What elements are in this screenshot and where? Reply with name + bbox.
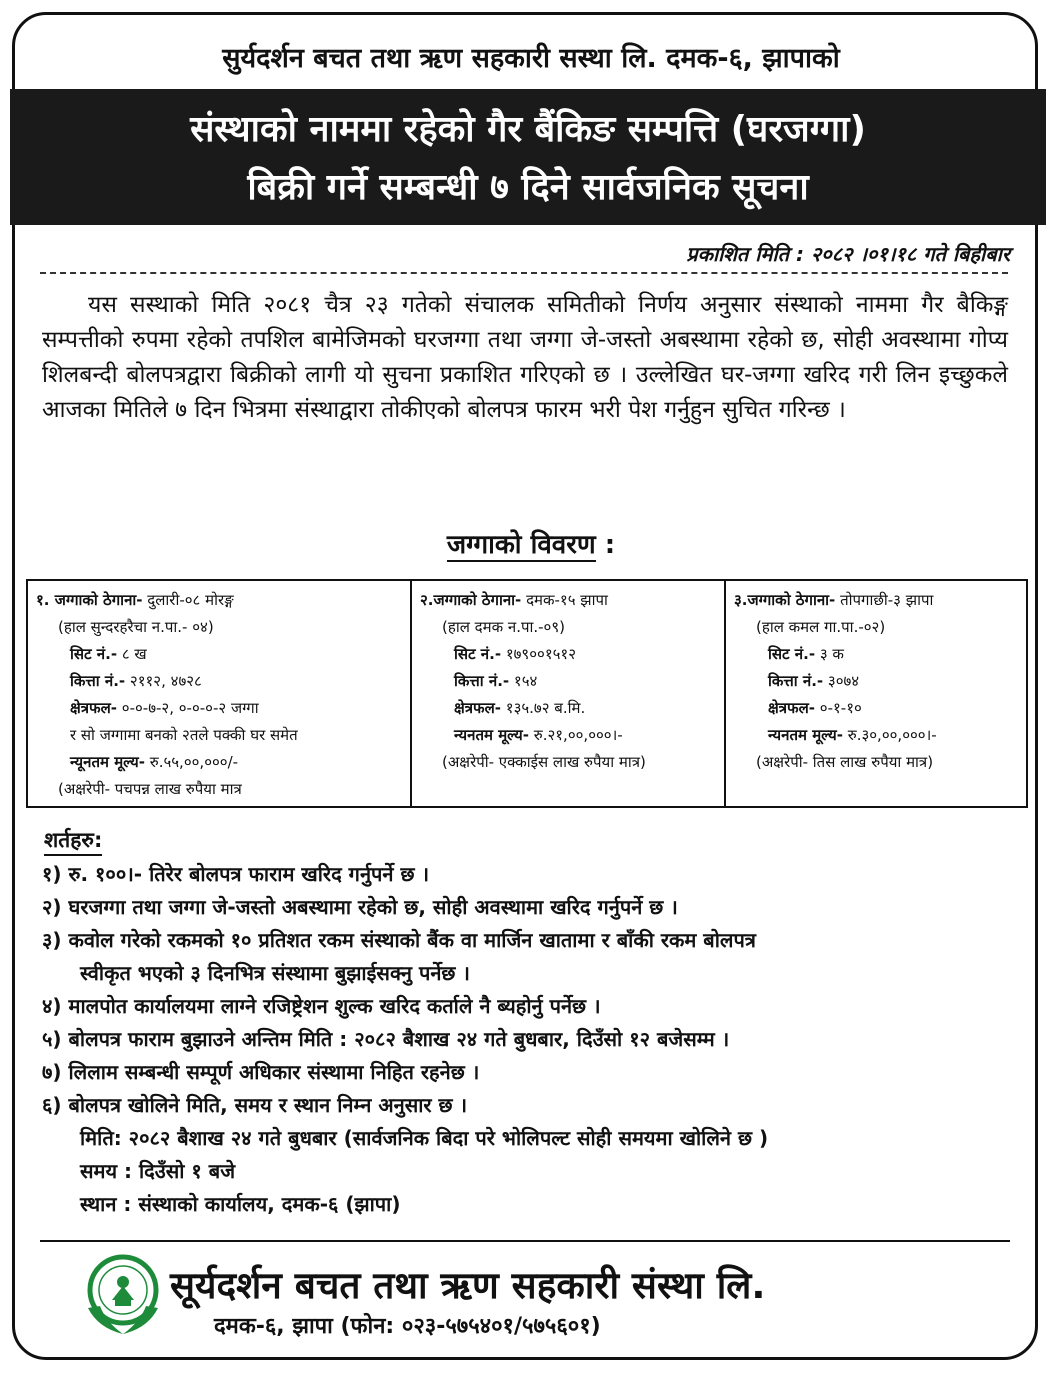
intro-paragraph: यस सस्थाको मिति २०८१ चैत्र २३ गतेको संचालक समितीको निर्णय अनुसार संस्थाको नाममा गैर बैकिङ्ग सम्पत्तीको रुपमा रहेको तपशिल बामेजिमको घरजग्गा तथा जग्गा जे-जस्तो अबस्थामा रहेको छ, सोही अवस्थामा गोप्य शिलबन्दी बोलपत्रद्वारा बिक्रीको लागी यो सुचना प्रकाशित गरिएको छ । उल्लेखित घर-जग्गा खरिद गरी लिन इच्छुकले आजका मितिले ७ दिन भित्रमा संस्थाद्वारा तोकीएको बोलपत्र फारम भरी पेश गर्नुहुन सुचित गरिन्छ । — [42, 292, 1008, 423]
land-kitta: ३०७४ — [823, 672, 860, 690]
opening-time: समय : दिउँसो १ बजे — [80, 1159, 236, 1183]
land-price-words: (अक्षरेपी- एक्काईस लाख रुपैया मात्र) — [442, 753, 646, 771]
land-current-address: (हाल कमल गा.पा.-०२) — [756, 618, 886, 636]
condition-item: १) रु. १००।- तिरेर बोलपत्र फाराम खरिद गर्नुपर्ने छ । — [42, 862, 430, 886]
condition-item: ५) बोलपत्र फाराम बुझाउने अन्तिम मिति : २०८२ बैशाख २४ गते बुधबार, दिउँसो १२ बजेसम्म । — [42, 1027, 730, 1051]
land-sheet: ३ क — [815, 645, 844, 663]
land-area-label: क्षेत्रफल- — [454, 699, 501, 717]
footer-org-name: सूर्यदर्शन बचत तथा ऋण सहकारी संस्था लि. — [170, 1264, 766, 1307]
cooperative-logo-icon — [82, 1252, 164, 1340]
land-area: ०-१-१० — [815, 699, 862, 717]
land-price: रु.५५,००,०००/- — [144, 753, 239, 771]
land-details-heading-text: जग्गाको विवरण — [446, 530, 596, 560]
land-kitta: १५४ — [509, 672, 538, 690]
land-area: १३५.७२ ब.मि. — [501, 699, 586, 717]
land-extra: र सो जग्गामा बनको २तले पक्की घर समेत — [70, 726, 298, 744]
land-current-address: (हाल सुन्दरहरैचा न.पा.- ०४) — [58, 618, 214, 636]
land-kitta: २११२, ४७२८ — [125, 672, 202, 690]
land-kitta-label: कित्ता नं.- — [768, 672, 824, 690]
land-price-label: न्यूनतम मूल्य- — [70, 753, 145, 771]
title-line-2: बिक्री गर्ने सम्बन्धी ७ दिने सार्वजनिक सूचना — [247, 167, 809, 208]
land-sheet: ८ ख — [117, 645, 147, 663]
land-details-heading — [0, 525, 1062, 561]
footer-address: दमक-६, झापा (फोन: ०२३-५७५४०१/५७५६०१) — [214, 1314, 601, 1339]
land-area: ०-०-७-२, ०-०-०-२ जग्गा — [117, 699, 259, 717]
title-line-1: संस्थाको नाममा रहेको गैर बैंकिङ सम्पत्ति (घरजग्गा) — [190, 109, 866, 150]
title-banner — [10, 89, 1046, 225]
land-kitta-label: कित्ता नं.- — [454, 672, 510, 690]
land-price-label: न्यनतम मूल्य- — [768, 726, 843, 744]
land-sheet: १७९००१५१२ — [501, 645, 577, 663]
condition-item: २) घरजग्गा तथा जग्गा जे-जस्तो अबस्थामा रहेको छ, सोही अवस्थामा खरिद गर्नुपर्ने छ । — [42, 895, 678, 919]
condition-item: ४) मालपोत कार्यालयमा लाग्ने रजिष्ट्रेशन शुल्क खरिद कर्ताले नै ब्यहोर्नु पर्नेछ । — [42, 994, 601, 1018]
land-area-label: क्षेत्रफल- — [768, 699, 815, 717]
land-price: रु.२१,००,०००।- — [528, 726, 623, 744]
condition-item-continued: स्वीकृत भएको ३ दिनभित्र संस्थामा बुझाईसक्नु पर्नेछ । — [80, 961, 470, 985]
land-price-label: न्यनतम मूल्य- — [454, 726, 529, 744]
land-address-label: २.जग्गाको ठेगाना- — [420, 591, 522, 609]
land-column-3 — [726, 581, 1026, 806]
land-address: दमक-१५ झापा — [521, 591, 608, 609]
land-details-table — [26, 579, 1028, 808]
conditions-title: शर्तहरु: — [44, 826, 102, 856]
condition-item: ६) बोलपत्र खोलिने मिति, समय र स्थान निम्न अनुसार छ । — [42, 1093, 468, 1117]
footer-divider — [40, 1240, 1010, 1242]
org-header-line: सुर्यदर्शन बचत तथा ऋण सहकारी सस्था लि. दमक-६, झापाको — [222, 43, 840, 74]
land-column-1 — [28, 581, 412, 806]
condition-item: ३) कवोल गरेको रकमको १० प्रतिशत रकम संस्थाको बैंक वा मार्जिन खातामा र बाँकी रकम बोलपत्र — [42, 928, 756, 952]
land-sheet-label: सिट नं.- — [768, 645, 816, 663]
land-price-words: (अक्षरेपी- तिस लाख रुपैया मात्र) — [756, 753, 934, 771]
land-kitta-label: कित्ता नं.- — [70, 672, 126, 690]
land-current-address: (हाल दमक न.पा.-०९) — [442, 618, 565, 636]
opening-date: मिति: २०८२ बैशाख २४ गते बुधबार (सार्वजनिक बिदा परे भोलिपल्ट सोही समयमा खोलिने छ ) — [80, 1126, 769, 1150]
published-date-underline — [40, 272, 1008, 274]
land-price-words: (अक्षरेपी- पचपन्न लाख रुपैया मात्र — [58, 780, 242, 798]
land-area-label: क्षेत्रफल- — [70, 699, 117, 717]
condition-item: ७) लिलाम सम्बन्धी सम्पूर्ण अधिकार संस्थामा निहित रहनेछ । — [42, 1060, 480, 1084]
land-column-2 — [412, 581, 726, 806]
land-address: तोपगाछी-३ झापा — [835, 591, 934, 609]
published-date: प्रकाशित मिति : २०८२ ।०१।१८ गते बिहीबार — [686, 242, 1010, 266]
land-details-heading-colon: : — [595, 530, 616, 560]
land-price: रु.३०,००,०००।- — [842, 726, 937, 744]
land-sheet-label: सिट नं.- — [70, 645, 118, 663]
land-address-label: १. जग्गाको ठेगाना- — [36, 591, 143, 609]
land-address-label: ३.जग्गाको ठेगाना- — [734, 591, 836, 609]
land-sheet-label: सिट नं.- — [454, 645, 502, 663]
conditions-list — [42, 858, 1012, 1221]
land-address: दुलारी-०८ मोरङ्ग — [142, 591, 234, 609]
opening-place: स्थान : संस्थाको कार्यालय, दमक-६ (झापा) — [80, 1192, 401, 1216]
